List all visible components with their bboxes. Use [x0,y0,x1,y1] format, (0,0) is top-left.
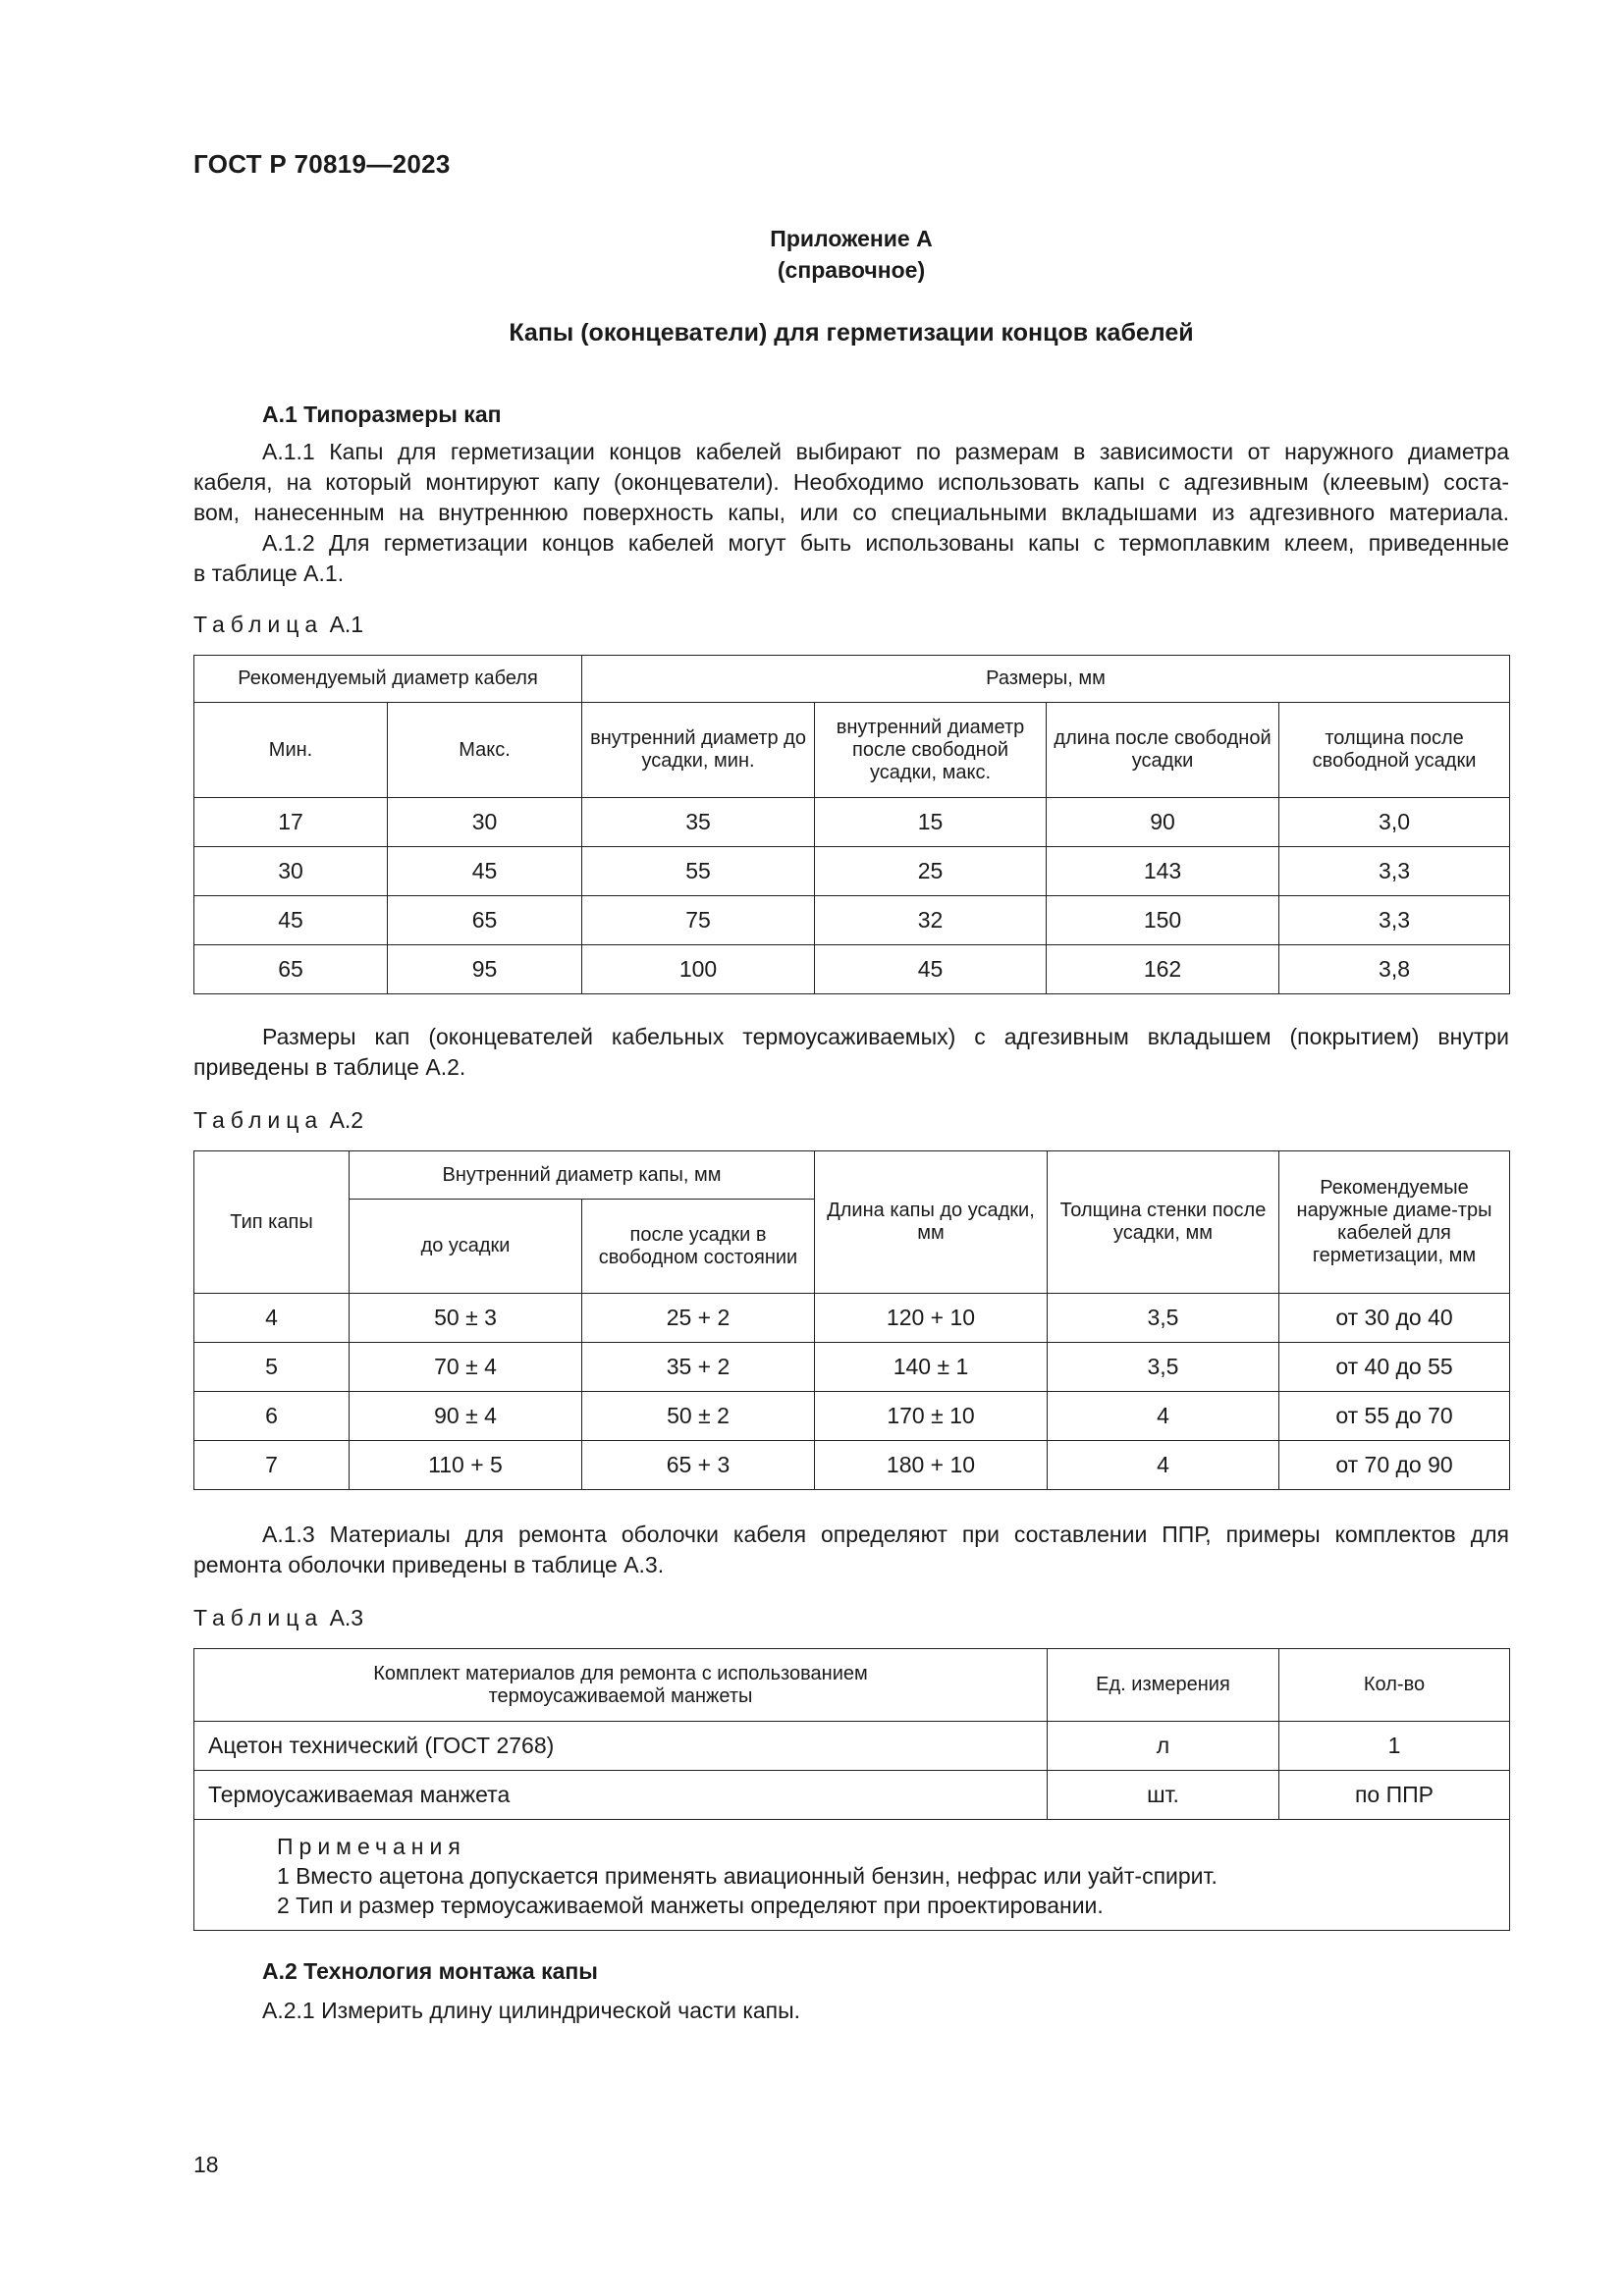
table-cell: 3,3 [1279,847,1510,896]
table-cell: 1 [1279,1722,1510,1771]
table-cell: шт. [1048,1771,1279,1820]
table-header-row [194,656,1510,703]
table-row [194,798,1510,847]
table-cell: 3,0 [1279,798,1510,847]
table-cell: 45 [194,896,388,945]
table-cell: Термоусаживаемая манжета [194,1771,1048,1820]
table-cell: 17 [194,798,388,847]
table-cell: 110 + 5 [350,1441,582,1490]
table-cell: 45 [388,847,582,896]
table-row [194,1441,1510,1490]
paragraph-a1-3 [193,1520,1509,1580]
table-cell: 4 [1048,1441,1279,1490]
header-cell: Комплект материалов для ремонта с использованием термоусаживаемой манжеты [194,1649,1048,1722]
table-row [194,847,1510,896]
paragraph-line: А.1.2 Для герметизации концов кабелей могут быть использованы капы с термоплавким клеем, приведенные [262,530,1509,556]
table-cell: 45 [815,945,1047,994]
table-header-row [194,703,1510,798]
table-cell: 3,5 [1048,1294,1279,1343]
table-row [194,1771,1510,1820]
header-cell: внутренний диаметр до усадки, мин. [582,703,815,798]
table-cell: 162 [1047,945,1279,994]
table-cell: 65 + 3 [582,1441,815,1490]
table-cell: 180 + 10 [815,1441,1048,1490]
paragraph-line: А.1.3 Материалы для ремонта оболочки кабеля определяют при составлении ППР, примеры комплектов для [262,1522,1509,1547]
page-number: 18 [193,2152,219,2177]
table-caption-word: Таблица [193,1605,324,1630]
paragraph-a1-1 [193,437,1509,589]
table-cell: 5 [194,1343,350,1392]
table-header-row [194,1649,1510,1722]
table-cell: 25 + 2 [582,1294,815,1343]
table-cell: Ацетон технический (ГОСТ 2768) [194,1722,1048,1771]
table-cell: 4 [194,1294,350,1343]
table-a1 [193,655,1510,994]
table-cell: 65 [388,896,582,945]
note-item: 1 Вместо ацетона допускается применять авиационный бензин, нефрас или уайт-спирит. [277,1863,1218,1889]
paragraph-table-a2-intro [193,1022,1509,1083]
table-row [194,1343,1510,1392]
header-cell: Толщина стенки после усадки, мм [1048,1151,1279,1294]
table-cell: л [1048,1722,1279,1771]
paragraph-line: А.1.1 Капы для герметизации концов кабелей выбирают по размерам в зависимости от наружного диаметра [262,439,1509,464]
paragraph-line: ремонта оболочки приведены в таблице А.3. [193,1552,665,1577]
table-cell: 50 ± 2 [582,1392,815,1441]
table-row [194,945,1510,994]
paragraph-line: приведены в таблице А.2. [193,1054,466,1080]
header-cell: до усадки [350,1200,582,1294]
table-cell: 35 + 2 [582,1343,815,1392]
table-cell: 32 [815,896,1047,945]
table-cell: 120 + 10 [815,1294,1048,1343]
table-caption-number: А.3 [329,1605,364,1630]
table-cell: 30 [194,847,388,896]
table-cell: от 40 до 55 [1279,1343,1510,1392]
paragraph-a2-1: А.2.1 Измерить длину цилиндрической части капы. [262,1998,801,2023]
header-cell: Рекомендуемый диаметр кабеля [194,656,582,703]
table-cell: от 30 до 40 [1279,1294,1510,1343]
table-cell: 15 [815,798,1047,847]
table-cell: 90 [1047,798,1279,847]
table-caption-a2 [193,1107,363,1134]
table-cell: 90 ± 4 [350,1392,582,1441]
header-cell: Кол-во [1279,1649,1510,1722]
table-cell: 3,8 [1279,945,1510,994]
section-heading-a2: А.2 Технология монтажа капы [262,1958,598,1984]
table-cell: от 55 до 70 [1279,1392,1510,1441]
header-cell: Внутренний диаметр капы, мм [350,1151,815,1200]
header-cell: после усадки в свободном состоянии [582,1200,815,1294]
table-cell: 170 ± 10 [815,1392,1048,1441]
notes-title: Примечания [277,1834,466,1859]
table-cell: 100 [582,945,815,994]
header-cell: толщина после свободной усадки [1279,703,1510,798]
table-caption-word: Таблица [193,1107,324,1133]
appendix-title: Приложение А [770,226,933,251]
table-cell: 3,5 [1048,1343,1279,1392]
table-caption-a1 [193,612,363,638]
table-caption-number: А.1 [329,612,364,637]
table-caption-word: Таблица [193,612,324,637]
table-cell: 70 ± 4 [350,1343,582,1392]
table-cell: по ППР [1279,1771,1510,1820]
paragraph-line: Размеры кап (оконцевателей кабельных термоусаживаемых) с адгезивным вкладышем (покрытием) внутри [262,1024,1509,1049]
table-cell: 3,3 [1279,896,1510,945]
table-cell: 4 [1048,1392,1279,1441]
standard-designation: ГОСТ Р 70819—2023 [193,149,451,179]
header-cell: Размеры, мм [582,656,1510,703]
section-heading-a1: А.1 Типоразмеры кап [262,401,502,427]
note-item: 2 Тип и размер термоусаживаемой манжеты определяют при проектировании. [277,1893,1104,1918]
header-cell: Макс. [388,703,582,798]
table-cell: 150 [1047,896,1279,945]
appendix-heading: Капы (оконцеватели) для герметизации концов кабелей [509,319,1194,347]
paragraph-line: вом, нанесенным на внутреннюю поверхность капы, или со специальными вкладышами из адгезивного материала. [193,500,1509,525]
table-cell: 143 [1047,847,1279,896]
table-cell: 140 ± 1 [815,1343,1048,1392]
header-cell: внутренний диаметр после свободной усадки, макс. [815,703,1047,798]
header-cell: Мин. [194,703,388,798]
table-row [194,1392,1510,1441]
table-cell: 30 [388,798,582,847]
table-notes [194,1820,1510,1931]
table-row [194,1722,1510,1771]
table-cell: 55 [582,847,815,896]
table-cell: 75 [582,896,815,945]
table-cell: 65 [194,945,388,994]
header-cell: Ед. измерения [1048,1649,1279,1722]
table-cell: 50 ± 3 [350,1294,582,1343]
table-cell: 7 [194,1441,350,1490]
table-notes-row [194,1820,1510,1931]
header-cell: Длина капы до усадки, мм [815,1151,1048,1294]
table-cell: от 70 до 90 [1279,1441,1510,1490]
table-row [194,896,1510,945]
paragraph-line: кабеля, на который монтируют капу (оконцеватели). Необходимо использовать капы с адгезивным (клеевым) соста- [193,469,1509,495]
header-cell: длина после свободной усадки [1047,703,1279,798]
table-cell: 95 [388,945,582,994]
appendix-status: (справочное) [777,257,926,283]
table-caption-number: А.2 [329,1107,364,1133]
table-header-row [194,1151,1510,1200]
table-cell: 6 [194,1392,350,1441]
paragraph-line: в таблице А.1. [193,561,345,586]
table-cell: 25 [815,847,1047,896]
table-caption-a3 [193,1605,363,1631]
table-a2 [193,1150,1510,1490]
table-a3 [193,1648,1510,1931]
table-cell: 35 [582,798,815,847]
table-row [194,1294,1510,1343]
header-cell: Тип капы [194,1151,350,1294]
header-cell: Рекомендуемые наружные диаме-тры кабелей для герметизации, мм [1279,1151,1510,1294]
